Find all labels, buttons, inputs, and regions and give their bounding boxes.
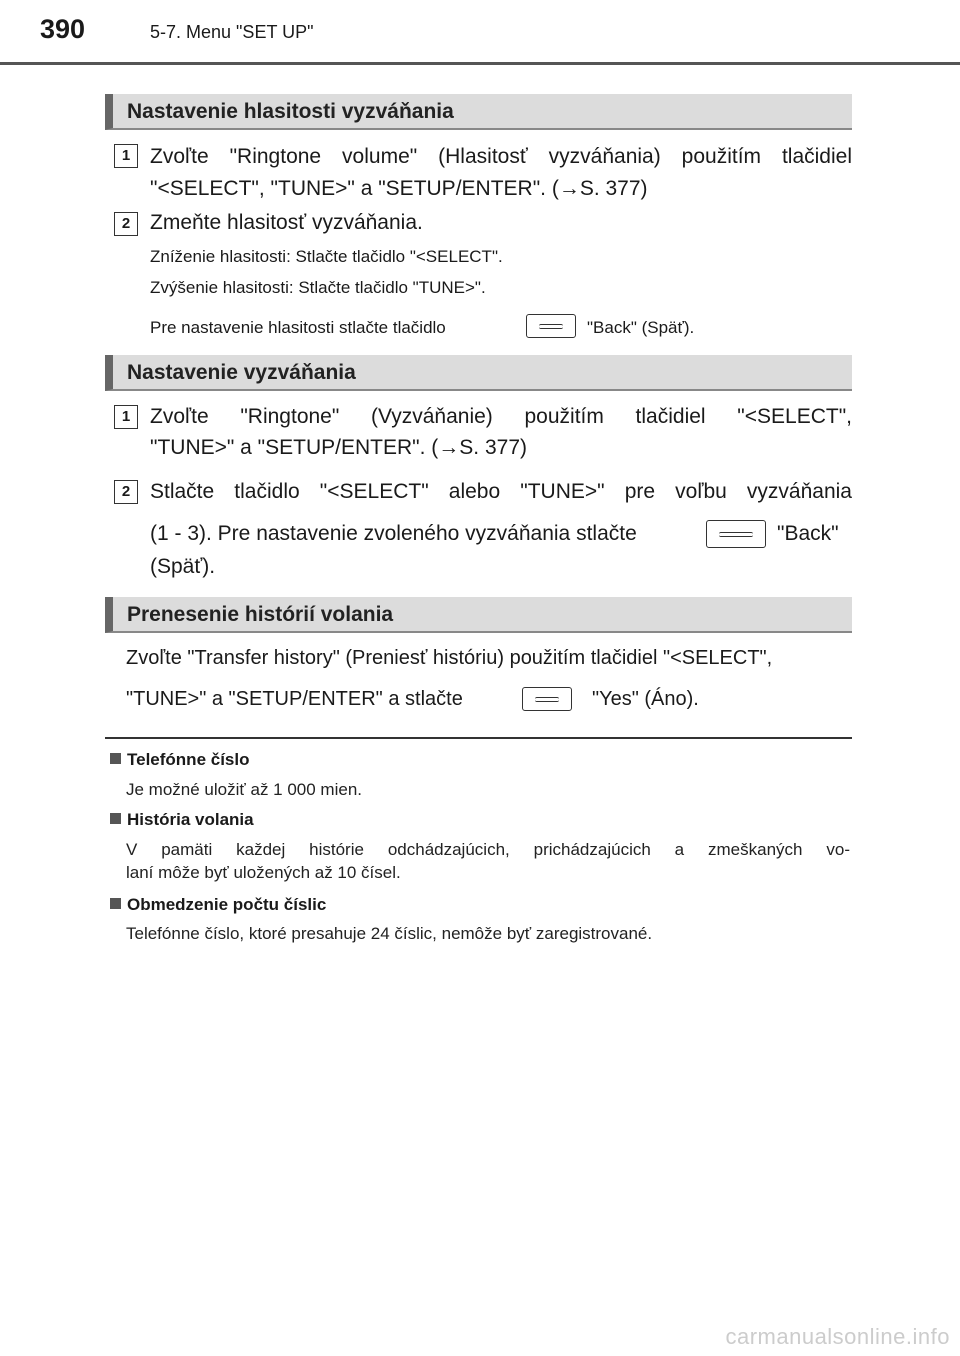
note-text: V pamäti každej histórie odchádzajúcich, prichádzajúcich a zmeškaných vo-: [126, 840, 850, 859]
section-heading-ringtone-volume: [105, 94, 852, 130]
square-bullet-icon: [110, 753, 121, 764]
step-text: "TUNE>" a "SETUP/ENTER". (→S. 377): [150, 436, 527, 459]
step-text: "<SELECT", "TUNE>" a "SETUP/ENTER". (→S. 377): [150, 177, 648, 200]
step-note: Zníženie hlasitosti: Stlačte tlačidlo "<SELECT".: [150, 247, 503, 266]
step-text: Zmeňte hlasitosť vyzváňania.: [150, 211, 423, 234]
page-number: 390: [40, 14, 86, 44]
notes-divider: [105, 737, 852, 739]
yes-button-icon: [522, 687, 572, 711]
section-title: Nastavenie vyzváňania: [127, 361, 356, 384]
back-button-icon: [706, 520, 766, 548]
back-button-icon: [526, 314, 576, 338]
step-text: Zvoľte "Ringtone" (Vyzváňanie) použitím tlačidiel "<SELECT",: [150, 405, 852, 428]
note-heading: História volania: [110, 810, 254, 830]
step-number-icon: 1: [114, 144, 138, 168]
step-number-icon: 2: [114, 480, 138, 504]
step-text: Stlačte tlačidlo "<SELECT" alebo "TUNE>" pre voľbu vyzváňania: [150, 480, 852, 503]
note-heading: Obmedzenie počtu číslic: [110, 895, 326, 915]
section-title: Nastavenie hlasitosti vyzváňania: [127, 100, 454, 123]
section-heading-transfer-history: [105, 597, 852, 633]
step-number-icon: 2: [114, 212, 138, 236]
step-note: Zvýšenie hlasitosti: Stlačte tlačidlo "TUNE>".: [150, 278, 486, 297]
step-number-icon: 1: [114, 405, 138, 429]
note-text: Telefónne číslo, ktoré presahuje 24 číslic, nemôže byť zaregistrované.: [126, 924, 653, 943]
section-title: Prenesenie histórií volania: [127, 603, 394, 626]
step-text: (Späť).: [150, 555, 216, 578]
section-text: "Yes" (Áno).: [592, 688, 699, 710]
step-text: Zvoľte "Ringtone volume" (Hlasitosť vyzváňania) použitím tlačidiel: [150, 145, 852, 168]
watermark: carmanualsonline.info: [725, 1324, 950, 1349]
note-text: Je možné uložiť až 1 000 mien.: [126, 780, 362, 799]
note-text: laní môže byť uložených až 10 čísel.: [126, 863, 401, 882]
step-text: (1 - 3). Pre nastavenie zvoleného vyzváňania stlačte: [150, 522, 637, 545]
step-text: "Back": [777, 522, 839, 545]
section-text: Zvoľte "Transfer history" (Preniesť históriu) použitím tlačidiel "<SELECT",: [126, 647, 773, 669]
step-note: "Back" (Späť).: [587, 318, 695, 337]
square-bullet-icon: [110, 898, 121, 909]
square-bullet-icon: [110, 813, 121, 824]
section-heading-ringtone: [105, 355, 852, 391]
chapter-title: 5-7. Menu "SET UP": [150, 22, 314, 42]
header-divider: [0, 62, 960, 65]
step-note: Pre nastavenie hlasitosti stlačte tlačidlo: [150, 318, 446, 337]
section-text: "TUNE>" a "SETUP/ENTER" a stlačte: [126, 688, 463, 710]
note-heading: Telefónne číslo: [110, 750, 250, 770]
